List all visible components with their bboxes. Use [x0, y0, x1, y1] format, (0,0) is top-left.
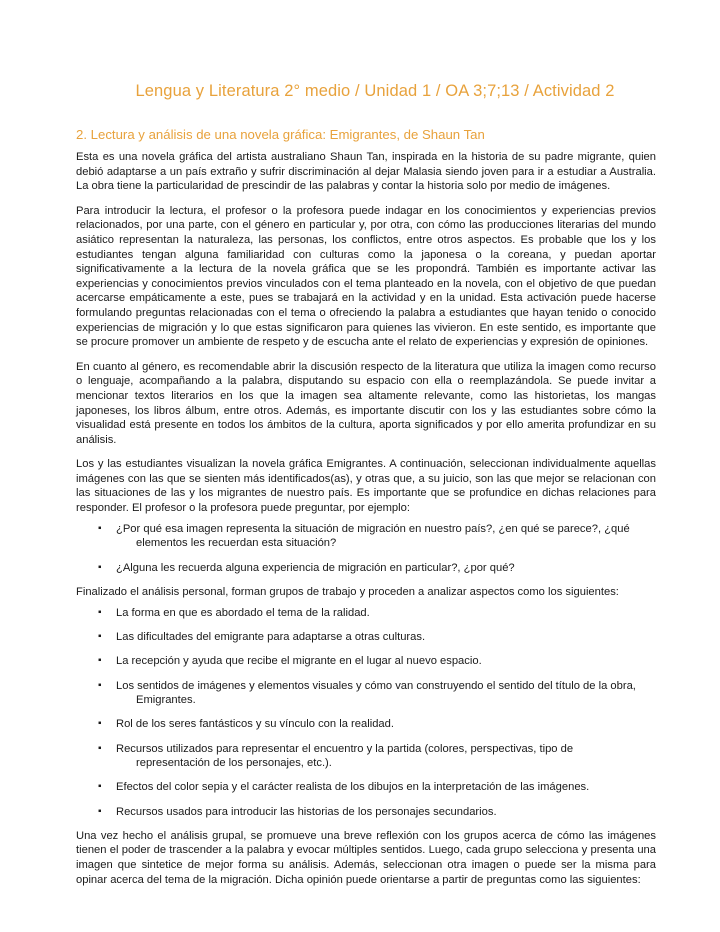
list-item-text: La forma en que es abordado el tema de la ralidad. [116, 607, 370, 620]
list-item-text-continued: elementos les recuerdan esta situación? [136, 537, 337, 550]
paragraph-visualize: Los y las estudiantes visualizan la novela gráfica Emigrantes. A continuación, seleccionan individualmente aquellas imágenes con las que se sienten más identificados(as), y otras que, a su juicio, son las que mejor se relacionan con las situaciones de las y los migrantes de nuestro país. Es importante que se profundice en dichas relaciones para responder. El profesor o la profesora puede preguntar, por ejemplo: [76, 458, 656, 515]
list-item-text-continued: representación de los personajes, etc.). [136, 757, 332, 770]
list-item [76, 742, 656, 771]
list-item [76, 654, 656, 669]
list-item-text: ¿Alguna les recuerda alguna experiencia de migración en particular?, ¿por qué? [116, 561, 515, 574]
list-item [76, 522, 656, 551]
list-item [76, 561, 656, 576]
list-item [76, 630, 656, 645]
aspect-list [76, 606, 656, 819]
list-item-text-continued: Emigrantes. [136, 694, 196, 707]
list-item [76, 805, 656, 820]
list-item [76, 717, 656, 732]
paragraph-intro: Esta es una novela gráfica del artista australiano Shaun Tan, inspirada en la historia de su padre migrante, quien debió adaptarse a un país extraño y sufrir discriminación al dejar Malasia siendo joven para ir a estudiar a Australia. La obra tiene la particularidad de prescindir de las palabras y contar la historia solo por medio de imágenes. [76, 151, 656, 193]
paragraph-introduce-reading: Para introducir la lectura, el profesor o la profesora puede indagar en los conocimientos y experiencias previos relacionados, por una parte, con el género en particular y, por otra, con cómo las producciones literarias del mundo asiático representan la naturaleza, las personas, los conflictos, entre otros aspectos. Es probable que los y los estudiantes tengan alguna familiaridad con culturas como la japonesa o la coreana, y puedan aportar significativamente a la lectura de la novela gráfica que se les propondrá. También es importante activar las experiencias y conocimientos previos vinculados con el tema planteado en la novela, con el objetivo de que puedan acercarse empáticamente a este, pues se trabajará en la actividad y en la unidad. Esta activación puede hacerse formulando preguntas relacionadas con el tema o ofreciendo la palabra a estudiantes que hayan tenido o conocido experiencias de migración y lo que estas significaron para quienes las vivieron. En este sentido, es importante que se procure promover un ambiente de respeto y de escucha ante el relato de experiencias y expresión de opiniones. [76, 204, 656, 349]
document-title: Lengua y Literatura 2° medio / Unidad 1 / OA 3;7;13 / Actividad 2 [135, 82, 615, 100]
list-item-text: Rol de los seres fantásticos y su vínculo con la realidad. [116, 718, 394, 731]
list-item-text: Los sentidos de imágenes y elementos visuales y cómo van construyendo el sentido del título de la obra, [116, 679, 636, 692]
list-item-text: La recepción y ayuda que recibe el migrante en el lugar al nuevo espacio. [116, 655, 482, 668]
list-item [76, 780, 656, 795]
paragraph-group-analysis: Finalizado el análisis personal, forman grupos de trabajo y proceden a analizar aspectos como los siguientes: [76, 586, 619, 599]
list-item-text: Recursos utilizados para representar el encuentro y la partida (colores, perspectivas, tipo de [116, 742, 574, 755]
section-heading: 2. Lectura y análisis de una novela gráfica: Emigrantes, de Shaun Tan [76, 127, 485, 142]
list-item [76, 606, 656, 621]
list-item [76, 679, 656, 708]
paragraph-reflection: Una vez hecho el análisis grupal, se promueve una breve reflexión con los grupos acerca de cómo las imágenes tienen el poder de trascender a la palabra y evocar múltiples sentidos. Luego, cada grupo selecciona y presenta una imagen que sintetice de mejor forma su análisis. Además, seleccionan otra imagen o puede ser la misma para opinar acerca del tema de la migración. Dicha opinión puede orientarse a partir de preguntas como las siguientes: [76, 829, 656, 886]
list-item-text: Recursos usados para introducir las historias de los personajes secundarios. [116, 805, 497, 818]
paragraph-genre: En cuanto al género, es recomendable abrir la discusión respecto de la literatura que utiliza la imagen como recurso o lenguaje, acompañando a la palabra, disputando su espacio con ella o reemplazándola. Se puede invitar a mencionar textos literarios en los que la imagen sea altamente relevante, como las historietas, los mangas japoneses, los libros álbum, entre otros. Además, es importante discutir con los y las estudiantes sobre cómo la visualidad está presente en todos los ámbitos de la cultura, aporta significados y por ello amerita profundizar en su análisis. [76, 360, 656, 446]
list-item-text: ¿Por qué esa imagen representa la situación de migración en nuestro país?, ¿en qué se parece?, ¿qué [116, 522, 630, 535]
list-item-text: Efectos del color sepia y el carácter realista de los dibujos en la interpretación de las imágenes. [116, 781, 590, 794]
list-item-text: Las dificultades del emigrante para adaptarse a otras culturas. [116, 631, 426, 644]
question-list [76, 522, 656, 576]
